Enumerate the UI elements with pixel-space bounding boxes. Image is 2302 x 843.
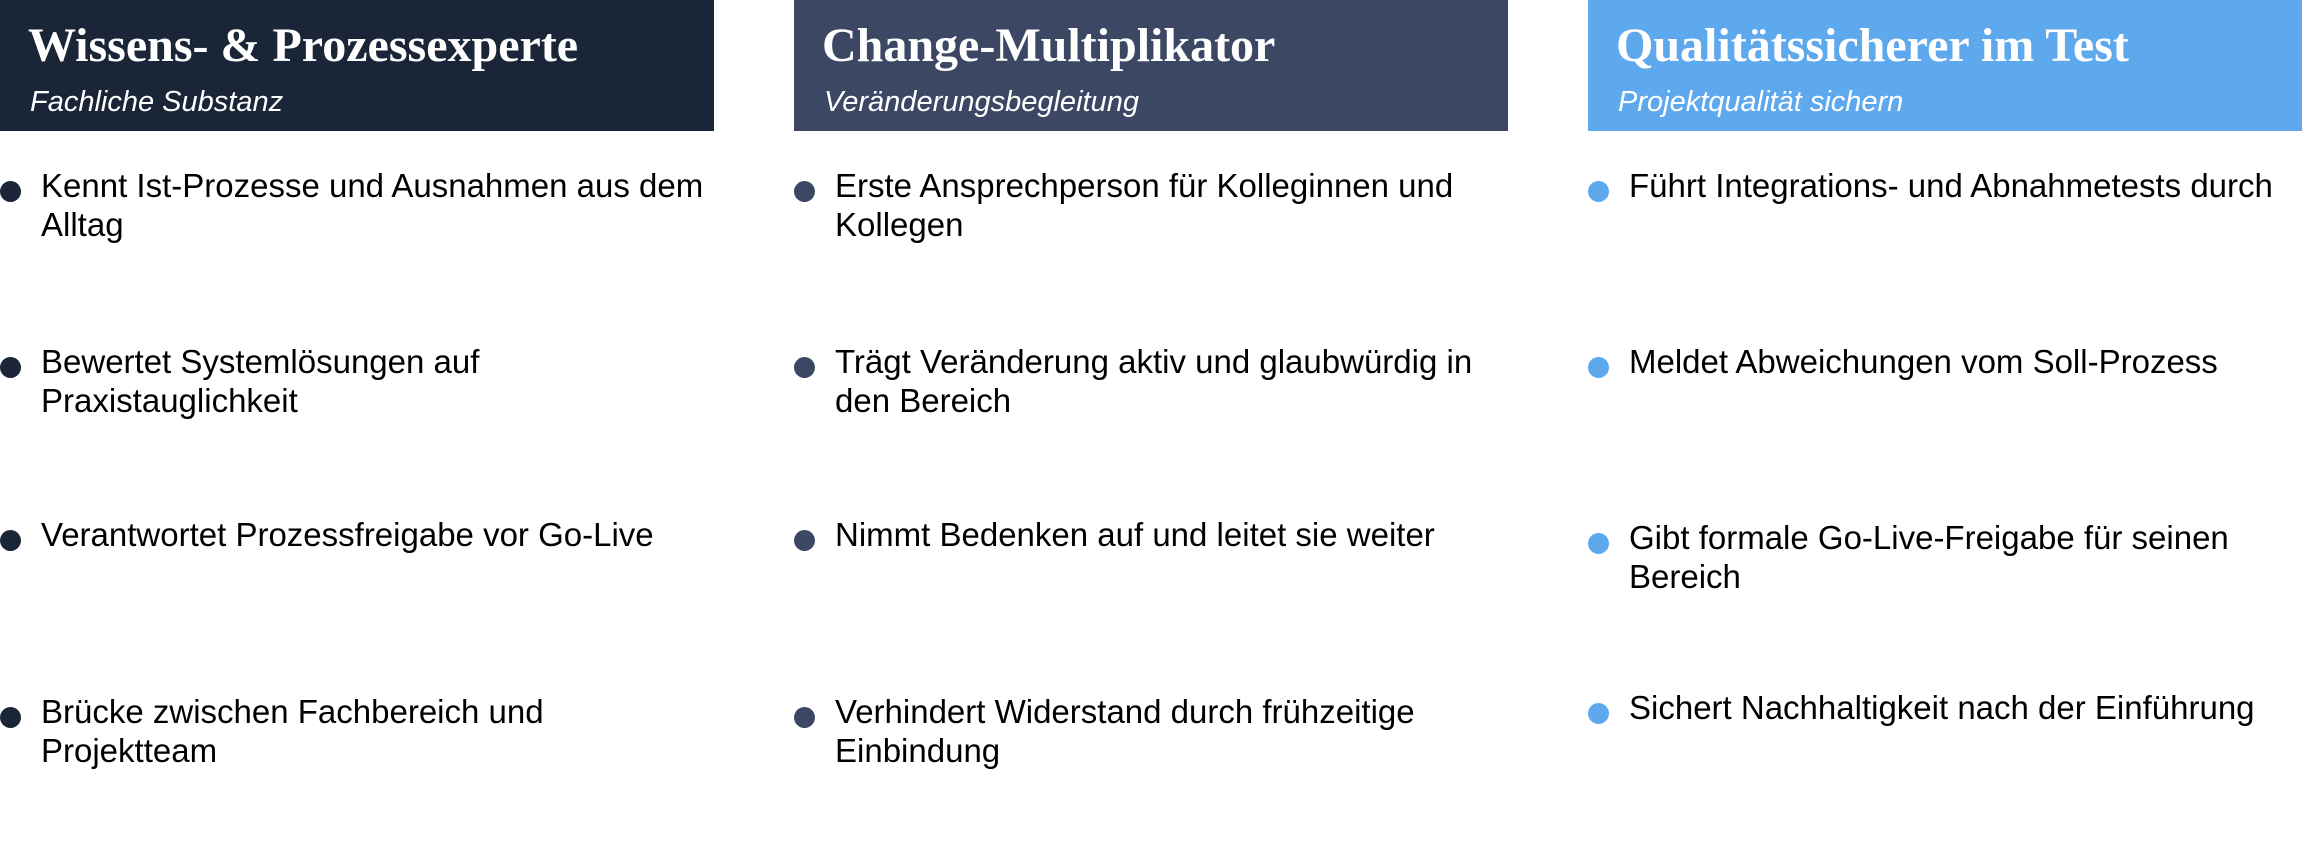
list-item-text: Kennt Ist-Prozesse und Ausnahmen aus dem Alltag: [41, 167, 704, 243]
bullet-dot-icon: [794, 357, 815, 378]
column-subtitle: Projektqualität sichern: [1618, 86, 1904, 118]
list-item-text: Trägt Veränderung aktiv und glaubwürdig in den Bereich: [835, 343, 1473, 419]
role-column-quality-assurer: [1588, 0, 2302, 843]
column-subtitle: Veränderungsbegleitung: [824, 86, 1139, 118]
bullet-dot-icon: [1588, 181, 1609, 202]
role-column-change-multiplier: [794, 0, 1508, 843]
bullet-dot-icon: [0, 530, 21, 551]
bullet-dot-icon: [794, 707, 815, 728]
column-header: [794, 0, 1508, 131]
list-item-text: Bewertet Systemlösungen auf Praxistauglichkeit: [41, 343, 480, 419]
bullet-dot-icon: [794, 530, 815, 551]
bullet-dot-icon: [0, 357, 21, 378]
role-column-knowledge-expert: [0, 0, 714, 843]
column-title: Qualitätssicherer im Test: [1616, 19, 2129, 72]
list-item-text: Erste Ansprechperson für Kolleginnen und Kollegen: [835, 167, 1454, 243]
bullet-dot-icon: [1588, 703, 1609, 724]
list-item-text: Meldet Abweichungen vom Soll-Prozess: [1629, 343, 2218, 380]
column-header: [1588, 0, 2302, 131]
list-item-text: Verantwortet Prozessfreigabe vor Go-Live: [41, 516, 654, 553]
bullet-dot-icon: [0, 181, 21, 202]
list-item-text: Gibt formale Go-Live-Freigabe für seinen Bereich: [1629, 519, 2229, 595]
list-item-text: Sichert Nachhaltigkeit nach der Einführung: [1629, 689, 2255, 726]
bullet-dot-icon: [0, 707, 21, 728]
column-subtitle: Fachliche Substanz: [30, 86, 284, 118]
column-title: Change-Multiplikator: [822, 19, 1276, 72]
list-item-text: Verhindert Widerstand durch frühzeitige Einbindung: [835, 693, 1415, 769]
column-header: [0, 0, 714, 131]
list-item-text: Nimmt Bedenken auf und leitet sie weiter: [835, 516, 1435, 553]
bullet-dot-icon: [1588, 357, 1609, 378]
bullet-dot-icon: [794, 181, 815, 202]
list-item-text: Brücke zwischen Fachbereich und Projektteam: [41, 693, 544, 769]
bullet-dot-icon: [1588, 533, 1609, 554]
list-item-text: Führt Integrations- und Abnahmetests durch: [1629, 167, 2273, 204]
column-title: Wissens- & Prozessexperte: [28, 19, 579, 72]
